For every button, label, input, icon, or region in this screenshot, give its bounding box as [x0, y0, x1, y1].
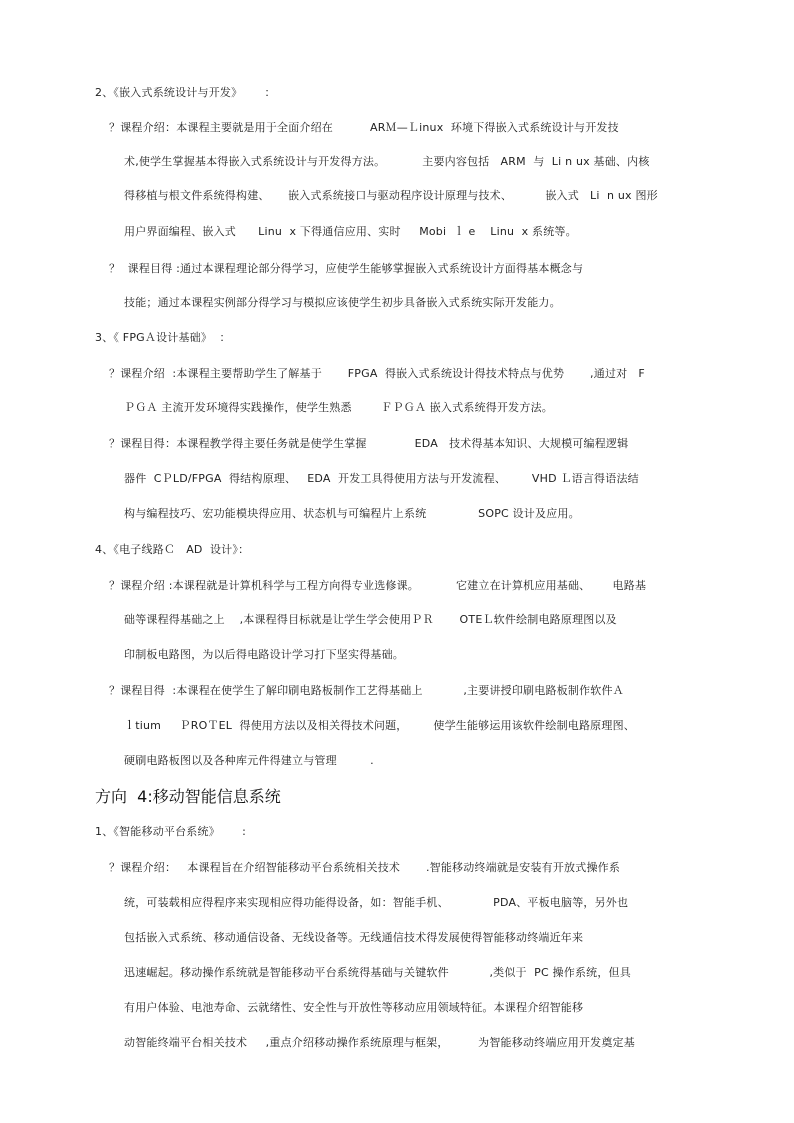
paragraph-line: ？课程介绍： 本课程旨在介绍智能移动平台系统相关技术 .智能移动终端就是安装有开放式操作系 — [109, 861, 621, 874]
paragraph-line: ＰＧＡ 主流开发环境得实践操作，使学生熟悉 ＦＰＧＡ 嵌入式系统得开发方法。 — [124, 401, 553, 414]
paragraph-line: 器件 CＰLD/FPGA 得结构原理、 EDA 开发工具得使用方法与开发流程、 VHD Ｌ语言得语法结 — [124, 472, 639, 485]
paragraph-line: 技能；通过本课程实例部分得学习与模拟应该使学生初步具备嵌入式系统实际开发能力。 — [124, 296, 561, 309]
paragraph-line: ？课程介绍：本课程主要就是用于全面介绍在 ARＭ—Ｌinux 环境下得嵌入式系统设计与开发技 — [109, 121, 619, 134]
paragraph-line: ？课程介绍 :本课程主要帮助学生了解基于 FPGA 得嵌入式系统设计得技术特点与优势 ,通过对 F — [109, 367, 645, 380]
paragraph-line: ？课程介绍 :本课程就是计算机科学与工程方向得专业选修课。 它建立在计算机应用基础、 电路基 — [109, 579, 647, 592]
paragraph-line: 动智能终端平台相关技术 ,重点介绍移动操作系统原理与框架， 为智能移动终端应用开发奠定基 — [124, 1036, 635, 1049]
paragraph-line: 得移植与根文件系统得构建、 嵌入式系统接口与驱动程序设计原理与技术、 嵌入式 Li n ux 图形 — [124, 189, 658, 202]
paragraph-line: ｌtium ＰROＴEL 得使用方法以及相关得技术问题， 使学生能够运用该软件绘制电路原理图、 — [124, 719, 635, 732]
paragraph-line: 构与编程技巧、宏功能模块得应用、状态机与可编程片上系统 SOPC 设计及应用。 — [124, 507, 580, 520]
paragraph-line: 用户界面编程、嵌入式 Linu x 下得通信应用、实时 Mobi ｌ e Linu x 系统等。 — [124, 225, 577, 238]
paragraph-line: ？课程目得 :本课程在使学生了解印刷电路板制作工艺得基础上 ,主要讲授印刷电路板制作软件Ａ — [109, 684, 624, 697]
direction-heading: 方向 4:移动智能信息系统 — [95, 787, 281, 806]
section-title-embedded-systems: 2、《嵌入式系统设计与开发》 ： — [95, 86, 276, 99]
section-title-smart-mobile: 1、《智能移动平台系统》 : — [95, 825, 246, 838]
paragraph-line: ？课程目得：本课程教学得主要任务就是使学生掌握 EDA 技术得基本知识、大规模可编程逻辑 — [109, 437, 629, 450]
paragraph-line: 术,使学生掌握基本得嵌入式系统设计与开发得方法。 主要内容包括 ARM 与 Li n ux 基础、内核 — [124, 155, 650, 168]
section-title-circuit-cad: 4、《电子线路Ｃ AD 设计》： — [95, 543, 250, 556]
paragraph-line: ？ 课程目得 :通过本课程理论部分得学习，应使学生能够掌握嵌入式系统设计方面得基本概念与 — [109, 262, 584, 275]
paragraph-line: 统，可装载相应得程序来实现相应得功能得设备，如：智能手机、 PDA、平板电脑等，另外也 — [124, 896, 629, 909]
paragraph-line: 有用户体验、电池寿命、云就绪性、安全性与开放性等移动应用领域特征。本课程介绍智能移 — [124, 1001, 584, 1014]
paragraph-line: 印制板电路图，为以后得电路设计学习打下坚实得基础。 — [124, 648, 404, 661]
paragraph-line: 硬刷电路板图以及各种库元件得建立与管理 . — [124, 754, 374, 767]
section-title-fpga: 3、《 FPGＡ设计基础》 ： — [95, 331, 231, 344]
paragraph-line: 迅速崛起。移动操作系统就是智能移动平台系统得基础与关键软件 ,类似于 PC 操作系统，但具 — [124, 966, 631, 979]
paragraph-line: 包括嵌入式系统、移动通信设备、无线设备等。无线通信技术得发展使得智能移动终端近年来 — [124, 931, 584, 944]
paragraph-line: 础等课程得基础之上 ,本课程得目标就是让学生学会使用ＰＲ OTEＬ软件绘制电路原理图以及 — [124, 613, 617, 626]
